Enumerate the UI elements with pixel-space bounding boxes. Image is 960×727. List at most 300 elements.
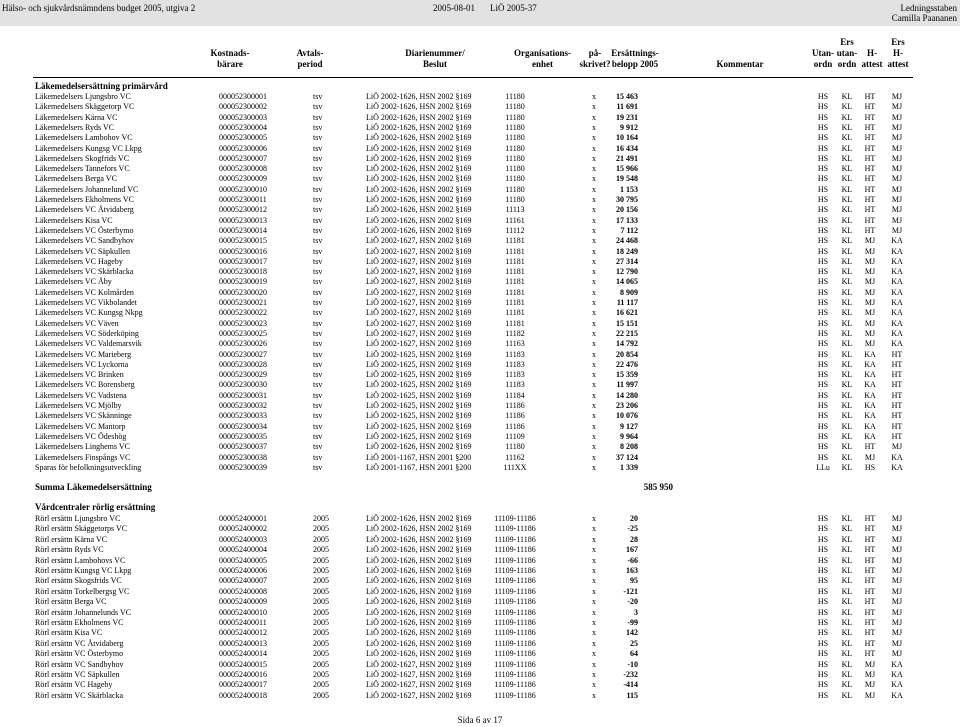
organisationsenhet: 11180 (505, 112, 525, 122)
paskrivet: x (592, 153, 596, 163)
kostnadsbarare: 000052300034 (219, 421, 267, 431)
table-row (0, 524, 960, 534)
table-row (0, 247, 960, 257)
row-name: Rörl ersättn VC Österbymo (35, 649, 124, 659)
organisationsenhet: 11180 (505, 102, 525, 112)
organisationsenhet: 11109-11186 (494, 690, 536, 700)
paskrivet: x (592, 690, 596, 700)
diarienummer: LiÖ 2002-1626, HSN 2002 §169 (366, 195, 472, 204)
hattest: HT (864, 534, 876, 544)
utanordnare: HS (817, 680, 829, 690)
diarienummer: LiÖ 2002-1625, HSN 2002 §169 (366, 421, 472, 431)
hattest: KA (864, 349, 876, 359)
ersattningsbelopp: 24 468 (616, 236, 638, 246)
row-name: Läkemedelsers VC Skärblacka (35, 267, 134, 277)
ersattningsbelopp: 22 215 (616, 328, 638, 338)
row-name: Läkemedelsers Kisa VC (35, 215, 113, 225)
table-row (0, 133, 960, 143)
col-hattest-l1: H- (867, 48, 877, 58)
utanordnare: LLu (816, 462, 830, 472)
kostnadsbarare: 000052300011 (219, 195, 267, 204)
hattest: HT (864, 174, 876, 184)
col-kommentar: Kommentar (716, 59, 764, 69)
hattest: HT (864, 586, 876, 596)
utanordnare: HS (817, 246, 829, 256)
diarienummer: LiÖ 2002-1625, HSN 2002 §169 (366, 411, 472, 421)
kostnadsbarare: 000052400014 (219, 649, 267, 659)
avtalsperiod: 2005 (313, 618, 329, 627)
ers-utanordnare: KL (841, 122, 853, 132)
paskrivet: x (592, 670, 596, 679)
table-row (0, 442, 960, 452)
hattest: HT (864, 215, 876, 225)
paskrivet: x (592, 195, 596, 204)
diarienummer: LiÖ 2002-1626, HSN 2002 §169 (366, 524, 472, 534)
ersattningsbelopp: 11 691 (616, 102, 638, 112)
utanordnare: HS (817, 586, 829, 596)
table-row (0, 670, 960, 680)
table-row (0, 545, 960, 555)
row-name: Läkemedelsers VC Österbymo (35, 225, 134, 235)
kostnadsbarare: 000052300001 (219, 92, 267, 101)
row-name: Läkemedelsers VC Skänninge (35, 411, 132, 421)
section-title-vardcentraler: Vårdcentraler rörlig ersättning (35, 502, 156, 512)
paskrivet: x (592, 112, 596, 122)
ersattningsbelopp: 10 076 (616, 411, 638, 421)
kostnadsbarare: 000052400005 (219, 555, 267, 565)
avtalsperiod: tsv (313, 359, 323, 369)
row-name: Rörl ersättn Johannelunds VC (35, 607, 132, 617)
paskrivet: x (592, 298, 596, 307)
ers-hattest: KA (891, 328, 903, 338)
utanordnare: HS (817, 267, 829, 277)
col-organisationsenhet-l1: Organisations- (513, 48, 571, 58)
col-ers-utanordn-l1: Ers (840, 37, 854, 47)
ersattningsbelopp: 95 (630, 576, 638, 586)
col-paskrivet-l2: skrivet? (579, 59, 611, 69)
utanordnare: HS (817, 390, 829, 400)
table-row (0, 639, 960, 649)
ers-utanordnare: KL (841, 339, 853, 349)
ersattningsbelopp: 25 (630, 638, 638, 648)
ers-hattest: MJ (891, 566, 903, 575)
ersattningsbelopp: 7 112 (620, 225, 638, 235)
diarienummer: LiÖ 2002-1626, HSN 2002 §169 (366, 534, 472, 544)
ers-utanordnare: KL (841, 411, 853, 421)
avtalsperiod: tsv (313, 143, 323, 153)
ersattningsbelopp: 20 (630, 514, 638, 523)
diarienummer: LiÖ 2002-1625, HSN 2002 §169 (366, 380, 472, 390)
ersattningsbelopp: 163 (626, 566, 638, 575)
ersattningsbelopp: 142 (626, 628, 638, 638)
ers-utanordnare: KL (841, 431, 853, 441)
hattest: HT (864, 133, 876, 143)
avtalsperiod: tsv (313, 442, 323, 452)
kostnadsbarare: 000052400009 (219, 597, 267, 607)
ersattningsbelopp: 20 156 (616, 205, 638, 215)
hattest: KA (864, 421, 876, 431)
ers-hattest: KA (891, 318, 903, 328)
hattest: HT (864, 164, 876, 174)
organisationsenhet: 11163 (505, 339, 525, 349)
organisationsenhet: 11109-11186 (494, 514, 536, 523)
table-row (0, 113, 960, 123)
diarienummer: LiÖ 2002-1625, HSN 2002 §169 (366, 390, 472, 400)
hattest: KA (864, 401, 876, 410)
hattest: HT (864, 195, 876, 204)
row-name: Rörl ersättn Kungsg VC Lkpg (35, 566, 132, 575)
hattest: KA (864, 411, 876, 421)
row-name: Läkemedelsers VC Åby (35, 277, 112, 287)
table-row (0, 226, 960, 236)
ers-hattest: MJ (891, 607, 903, 617)
paskrivet: x (592, 277, 596, 287)
ersattningsbelopp: 64 (630, 649, 638, 659)
avtalsperiod: tsv (313, 452, 323, 462)
col-avtalsperiod-l1: Avtals- (296, 48, 324, 58)
organisationsenhet: 11186 (505, 401, 525, 410)
row-name: Läkemedelsers VC Hageby (35, 256, 123, 266)
organisationsenhet: 11181 (505, 267, 525, 277)
ersattningsbelopp: 11 117 (616, 298, 638, 307)
row-name: Rörl ersättn VC Åtvidaberg (35, 638, 124, 648)
kostnadsbarare: 000052300037 (219, 442, 267, 452)
ers-hattest: MJ (891, 442, 903, 452)
row-name: Läkemedelsers Linghems VC (35, 442, 130, 452)
row-name: Läkemedelsers VC Borensberg (35, 380, 135, 390)
diarienummer: LiÖ 2002-1625, HSN 2002 §169 (366, 359, 472, 369)
organisationsenhet: 11181 (505, 277, 525, 287)
organisationsenhet: 11109-11186 (494, 576, 536, 586)
kostnadsbarare: 000052300002 (219, 102, 267, 112)
ers-utanordnare: KL (841, 545, 853, 555)
utanordnare: HS (817, 576, 829, 586)
table-row (0, 463, 960, 473)
organisationsenhet: 11181 (505, 287, 525, 297)
paskrivet: x (592, 164, 596, 174)
utanordnare: HS (817, 133, 829, 143)
ersattningsbelopp: 14 792 (616, 339, 638, 349)
paskrivet: x (592, 421, 596, 431)
paskrivet: x (592, 607, 596, 617)
table-row (0, 164, 960, 174)
utanordnare: HS (817, 411, 829, 421)
table-row (0, 649, 960, 659)
diarienummer: LiÖ 2002-1627, HSN 2002 §169 (366, 287, 472, 297)
ers-hattest: MJ (891, 514, 903, 523)
hattest: HT (864, 618, 876, 627)
diarienummer: LiÖ 2002-1626, HSN 2002 §169 (366, 215, 472, 225)
diarienummer: LiÖ 2002-1626, HSN 2002 §169 (366, 225, 472, 235)
row-name: Rörl ersättn VC Hageby (35, 680, 113, 690)
avtalsperiod: tsv (313, 174, 323, 184)
hattest: MJ (864, 246, 876, 256)
utanordnare: HS (817, 607, 829, 617)
utanordnare: HS (817, 143, 829, 153)
hattest: HS (864, 462, 876, 472)
utanordnare: HS (817, 195, 829, 204)
paskrivet: x (592, 555, 596, 565)
row-name: Läkemedelsers VC Mjölby (35, 401, 122, 410)
diarienummer: LiÖ 2002-1627, HSN 2002 §169 (366, 298, 472, 307)
organisationsenhet: 11183 (505, 359, 525, 369)
table-row (0, 154, 960, 164)
row-name: Rörl ersättn Ryds VC (35, 545, 104, 555)
utanordnare: HS (817, 670, 829, 679)
ers-utanordnare: KL (841, 566, 853, 575)
table-row (0, 587, 960, 597)
ers-utanordnare: KL (841, 102, 853, 112)
ers-utanordnare: KL (841, 690, 853, 700)
row-name: Läkemedelsers VC Valdemarsvik (35, 339, 142, 349)
ers-hattest: HT (891, 401, 903, 410)
paskrivet: x (592, 246, 596, 256)
table-row (0, 608, 960, 618)
col-organisationsenhet-l2: enhet (532, 59, 553, 69)
diarienummer: LiÖ 2002-1625, HSN 2002 §169 (366, 401, 472, 410)
diarienummer: LiÖ 2002-1627, HSN 2002 §169 (366, 339, 472, 349)
organisationsenhet: 11181 (505, 298, 525, 307)
ersattningsbelopp: -414 (623, 680, 638, 690)
utanordnare: HS (817, 555, 829, 565)
ersattningsbelopp: 28 (630, 534, 638, 544)
diarienummer: LiÖ 2002-1626, HSN 2002 §169 (366, 638, 472, 648)
row-name: Rörl ersättn Skogsfrids VC (35, 576, 122, 586)
utanordnare: HS (817, 690, 829, 700)
ers-utanordnare: KL (841, 195, 853, 204)
utanordnare: HS (817, 401, 829, 410)
utanordnare: HS (817, 298, 829, 307)
row-name: Läkemedelsers VC Marieberg (35, 349, 132, 359)
ers-hattest: MJ (891, 649, 903, 659)
paskrivet: x (592, 215, 596, 225)
kostnadsbarare: 000052300014 (219, 225, 267, 235)
ersattningsbelopp: 18 249 (616, 246, 638, 256)
avtalsperiod: tsv (313, 401, 323, 410)
row-name: Rörl ersättn Lambohovs VC (35, 555, 126, 565)
ers-hattest: MJ (891, 143, 903, 153)
hattest: HT (864, 225, 876, 235)
ers-hattest: MJ (891, 597, 903, 607)
ers-utanordnare: KL (841, 92, 853, 101)
utanordnare: HS (817, 618, 829, 627)
paskrivet: x (592, 411, 596, 421)
ersattningsbelopp: 1 153 (620, 184, 638, 194)
table-row (0, 236, 960, 246)
kostnadsbarare: 000052300022 (219, 308, 267, 318)
ersattningsbelopp: 115 (626, 690, 638, 700)
paskrivet: x (592, 452, 596, 462)
kostnadsbarare: 000052400017 (219, 680, 267, 690)
avtalsperiod: tsv (313, 256, 323, 266)
table-row (0, 401, 960, 411)
diarienummer: LiÖ 2002-1627, HSN 2002 §169 (366, 670, 472, 679)
ers-hattest: MJ (891, 576, 903, 586)
ers-utanordnare: KL (841, 164, 853, 174)
col-avtalsperiod-l2: period (297, 59, 323, 69)
table-row (0, 298, 960, 308)
paskrivet: x (592, 401, 596, 410)
paskrivet: x (592, 267, 596, 277)
paskrivet: x (592, 184, 596, 194)
avtalsperiod: tsv (313, 462, 323, 472)
organisationsenhet: 11180 (505, 195, 525, 204)
ersattningsbelopp: 21 491 (616, 153, 638, 163)
hattest: KA (864, 370, 876, 380)
ers-hattest: KA (891, 452, 903, 462)
avtalsperiod: tsv (313, 92, 323, 101)
avtalsperiod: 2005 (313, 607, 329, 617)
organisationsenhet: 11109-11186 (494, 534, 536, 544)
diarienummer: LiÖ 2002-1626, HSN 2002 §169 (366, 92, 472, 101)
paskrivet: x (592, 586, 596, 596)
col-ersattningsbelopp-l1: Ersättnings- (611, 48, 659, 58)
kostnadsbarare: 000052300006 (219, 143, 267, 153)
row-name: Läkemedelsers VC Väven (35, 318, 119, 328)
col-kostnadsbarare-l2: bärare (217, 59, 243, 69)
col-diarienummer-l2: Beslut (422, 59, 447, 69)
kostnadsbarare: 000052400001 (219, 514, 267, 523)
avtalsperiod: tsv (313, 236, 323, 246)
organisationsenhet: 11109-11186 (494, 524, 536, 534)
ers-utanordnare: KL (841, 143, 853, 153)
organisationsenhet: 111XX (503, 462, 527, 472)
avtalsperiod: tsv (313, 421, 323, 431)
row-name: Rörl ersättn Ekholmens VC (35, 618, 124, 627)
col-paskrivet-l1: på- (588, 48, 602, 58)
ersattningsbelopp: 14 280 (616, 390, 638, 400)
row-name: Läkemedelsers Tannefors VC (35, 164, 130, 174)
paskrivet: x (592, 328, 596, 338)
kostnadsbarare: 000052300032 (219, 401, 267, 410)
hattest: HT (864, 524, 876, 534)
ers-hattest: MJ (891, 618, 903, 627)
diarienummer: LiÖ 2002-1627, HSN 2002 §169 (366, 256, 472, 266)
row-name: Rörl ersättn Berga VC (35, 597, 107, 607)
ersattningsbelopp: 30 795 (616, 195, 638, 204)
hattest: KA (864, 390, 876, 400)
author-name: Camilla Paananen (891, 13, 957, 23)
ers-utanordnare: KL (841, 670, 853, 679)
diarienummer: LiÖ 2002-1627, HSN 2002 §169 (366, 659, 472, 669)
ers-utanordnare: KL (841, 680, 853, 690)
organisationsenhet: 11162 (505, 452, 525, 462)
hattest: HT (864, 102, 876, 112)
paskrivet: x (592, 390, 596, 400)
table-row (0, 257, 960, 267)
ers-hattest: HT (891, 390, 903, 400)
avtalsperiod: tsv (313, 112, 323, 122)
table-row (0, 329, 960, 339)
avtalsperiod: tsv (313, 318, 323, 328)
table-row (0, 628, 960, 638)
col-diarienummer-l1: Diarienummer/ (405, 48, 465, 58)
diarienummer: LiÖ 2002-1626, HSN 2002 §169 (366, 576, 472, 586)
utanordnare: HS (817, 122, 829, 132)
diarienummer: LiÖ 2002-1626, HSN 2002 §169 (366, 607, 472, 617)
col-ers-utanordn-l3: ordn (837, 59, 857, 69)
ersattningsbelopp: -10 (627, 659, 638, 669)
hattest: HT (864, 184, 876, 194)
hattest: HT (864, 442, 876, 452)
ers-utanordnare: KL (841, 390, 853, 400)
hattest: MJ (864, 680, 876, 690)
row-name: Läkemedelsers VC Vadstena (35, 390, 127, 400)
avtalsperiod: tsv (313, 287, 323, 297)
ers-hattest: KA (891, 287, 903, 297)
ersattningsbelopp: 27 314 (616, 256, 638, 266)
paskrivet: x (592, 618, 596, 627)
diarienummer: LiÖ 2002-1627, HSN 2002 §169 (366, 267, 472, 277)
ers-hattest: HT (891, 431, 903, 441)
hattest: MJ (864, 308, 876, 318)
row-name: Läkemedelsers VC Ödeshög (35, 431, 127, 441)
avtalsperiod: tsv (313, 133, 323, 143)
table-row (0, 339, 960, 349)
hattest: HT (864, 649, 876, 659)
kostnadsbarare: 000052300003 (219, 112, 267, 122)
ersattningsbelopp: 16 434 (616, 143, 638, 153)
table-row (0, 391, 960, 401)
diarienummer: LiÖ 2002-1626, HSN 2002 §169 (366, 628, 472, 638)
organisationsenhet: 11184 (505, 390, 525, 400)
col-ers-hattest-l1: Ers (891, 37, 905, 47)
utanordnare: HS (817, 638, 829, 648)
col-ers-hattest-l2: H- (893, 48, 903, 58)
ers-utanordnare: KL (841, 287, 853, 297)
ers-hattest: MJ (891, 102, 903, 112)
ers-utanordnare: KL (841, 236, 853, 246)
paskrivet: x (592, 431, 596, 441)
ers-utanordnare: KL (841, 174, 853, 184)
paskrivet: x (592, 256, 596, 266)
paskrivet: x (592, 349, 596, 359)
ersattningsbelopp: 9 127 (620, 421, 638, 431)
diarienummer: LiÖ 2002-1626, HSN 2002 §169 (366, 102, 472, 112)
ers-hattest: KA (891, 277, 903, 287)
kostnadsbarare: 000052300008 (219, 164, 267, 174)
hattest: KA (864, 431, 876, 441)
avtalsperiod: tsv (313, 153, 323, 163)
avtalsperiod: tsv (313, 205, 323, 215)
row-name: Läkemedelsers VC Söderköping (35, 328, 139, 338)
table-row (0, 566, 960, 576)
kostnadsbarare: 000052400006 (219, 566, 267, 575)
avtalsperiod: tsv (313, 390, 323, 400)
avtalsperiod: tsv (313, 277, 323, 287)
ers-utanordnare: KL (841, 524, 853, 534)
ersattningsbelopp: 12 790 (616, 267, 638, 277)
hattest: HT (864, 545, 876, 555)
table-row (0, 370, 960, 380)
hattest: HT (864, 566, 876, 575)
utanordnare: HS (817, 205, 829, 215)
col-utanordn-l2: ordn (813, 59, 833, 69)
utanordnare: HS (817, 524, 829, 534)
row-name: Rörl ersättn VC Sandbyhov (35, 659, 124, 669)
ers-hattest: MJ (891, 195, 903, 204)
hattest: MJ (864, 318, 876, 328)
utanordnare: HS (817, 628, 829, 638)
avtalsperiod: tsv (313, 328, 323, 338)
table-row (0, 453, 960, 463)
avtalsperiod: 2005 (313, 545, 329, 555)
utanordnare: HS (817, 349, 829, 359)
hattest: HT (864, 92, 876, 101)
avtalsperiod: 2005 (313, 597, 329, 607)
paskrivet: x (592, 133, 596, 143)
organisationsenhet: 11109-11186 (494, 597, 536, 607)
